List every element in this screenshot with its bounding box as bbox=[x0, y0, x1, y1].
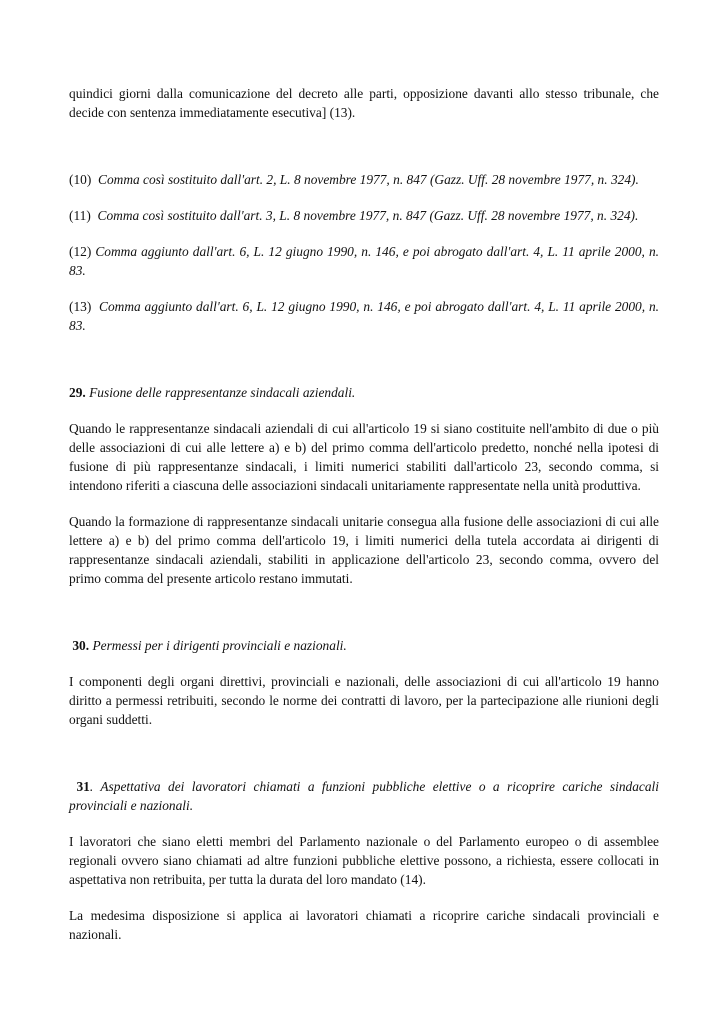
article-29-paragraph-1: Quando le rappresentanze sindacali aziendali di cui all'articolo 19 si siano costituite nell'ambito di due o più delle associazioni di cui alle lettere a) e b) del primo comma dell'articolo predetto, nonché nella ipotesi di fusione di più rappresentanze sindacali, i limiti numerici stabiliti dall'articolo 23, secondo comma, si intendono riferiti a ciascuna delle associazioni sindacali unitariamente rappresentate nella unità produttiva. bbox=[69, 421, 659, 493]
continuation-paragraph: quindici giorni dalla comunicazione del decreto alle parti, opposizione davanti allo stesso tribunale, che decide con sentenza immediatamente esecutiva] (13). bbox=[69, 86, 659, 120]
footnote-text: Comma aggiunto dall'art. 6, L. 12 giugno 1990, n. 146, e poi abrogato dall'art. 4, L. 11 aprile 2000, n. 83. bbox=[69, 244, 659, 278]
article-number: 29. bbox=[69, 385, 86, 400]
article-29-heading bbox=[69, 383, 659, 402]
article-31-paragraph-2: La medesima disposizione si applica ai lavoratori chiamati a ricoprire cariche sindacali provinciali e nazionali. bbox=[69, 908, 659, 942]
footnote-text: Comma così sostituito dall'art. 2, L. 8 novembre 1977, n. 847 (Gazz. Uff. 28 novembre 1977, n. 324). bbox=[98, 172, 639, 187]
footnote-number: (13) bbox=[69, 299, 92, 314]
footnote-text: Comma aggiunto dall'art. 6, L. 12 giugno 1990, n. 146, e poi abrogato dall'art. 4, L. 11 aprile 2000, n. 83. bbox=[69, 299, 659, 333]
article-30-heading bbox=[69, 636, 659, 655]
article-29-paragraph-2: Quando la formazione di rappresentanze sindacali unitarie consegua alla fusione delle associazioni di cui alle lettere a) e b) del primo comma dell'articolo 19, i limiti numerici della tutela accordata ai dirigenti di rappresentanze sindacali aziendali, stabiliti in applicazione dell'articolo 23, secondo comma, ovvero del primo comma del presente articolo restano immutati. bbox=[69, 514, 659, 586]
article-number: 30. bbox=[72, 638, 90, 653]
article-title: . Aspettativa dei lavoratori chiamati a funzioni pubbliche elettive o a ricoprire cariche sindacali provinciali e nazionali. bbox=[69, 779, 659, 813]
document-page bbox=[69, 84, 659, 944]
footnote-text: Comma così sostituito dall'art. 3, L. 8 novembre 1977, n. 847 (Gazz. Uff. 28 novembre 1977, n. 324). bbox=[97, 208, 639, 223]
footnote-12 bbox=[69, 242, 659, 280]
footnote-13 bbox=[69, 297, 659, 335]
footnote-10 bbox=[69, 170, 659, 189]
footnote-11 bbox=[69, 206, 659, 225]
article-title: Fusione delle rappresentanze sindacali aziendali. bbox=[89, 385, 356, 400]
footnote-number: (12) bbox=[69, 244, 92, 259]
article-31-heading bbox=[69, 777, 659, 815]
footnote-number: (11) bbox=[69, 208, 91, 223]
article-number: 31 bbox=[76, 779, 90, 794]
article-30-paragraph-1: I componenti degli organi direttivi, provinciali e nazionali, delle associazioni di cui all'articolo 19 hanno diritto a permessi retribuiti, secondo le norme dei contratti di lavoro, per la partecipazione alle riunioni degli organi suddetti. bbox=[69, 674, 659, 727]
article-title: Permessi per i dirigenti provinciali e nazionali. bbox=[92, 638, 347, 653]
article-31-paragraph-1: I lavoratori che siano eletti membri del Parlamento nazionale o del Parlamento europeo o di assemblee regionali ovvero siano chiamati ad altre funzioni pubbliche elettive possono, a richiesta, essere collocati in aspettativa non retribuita, per tutta la durata del loro mandato (14). bbox=[69, 834, 659, 887]
footnote-number: (10) bbox=[69, 172, 92, 187]
